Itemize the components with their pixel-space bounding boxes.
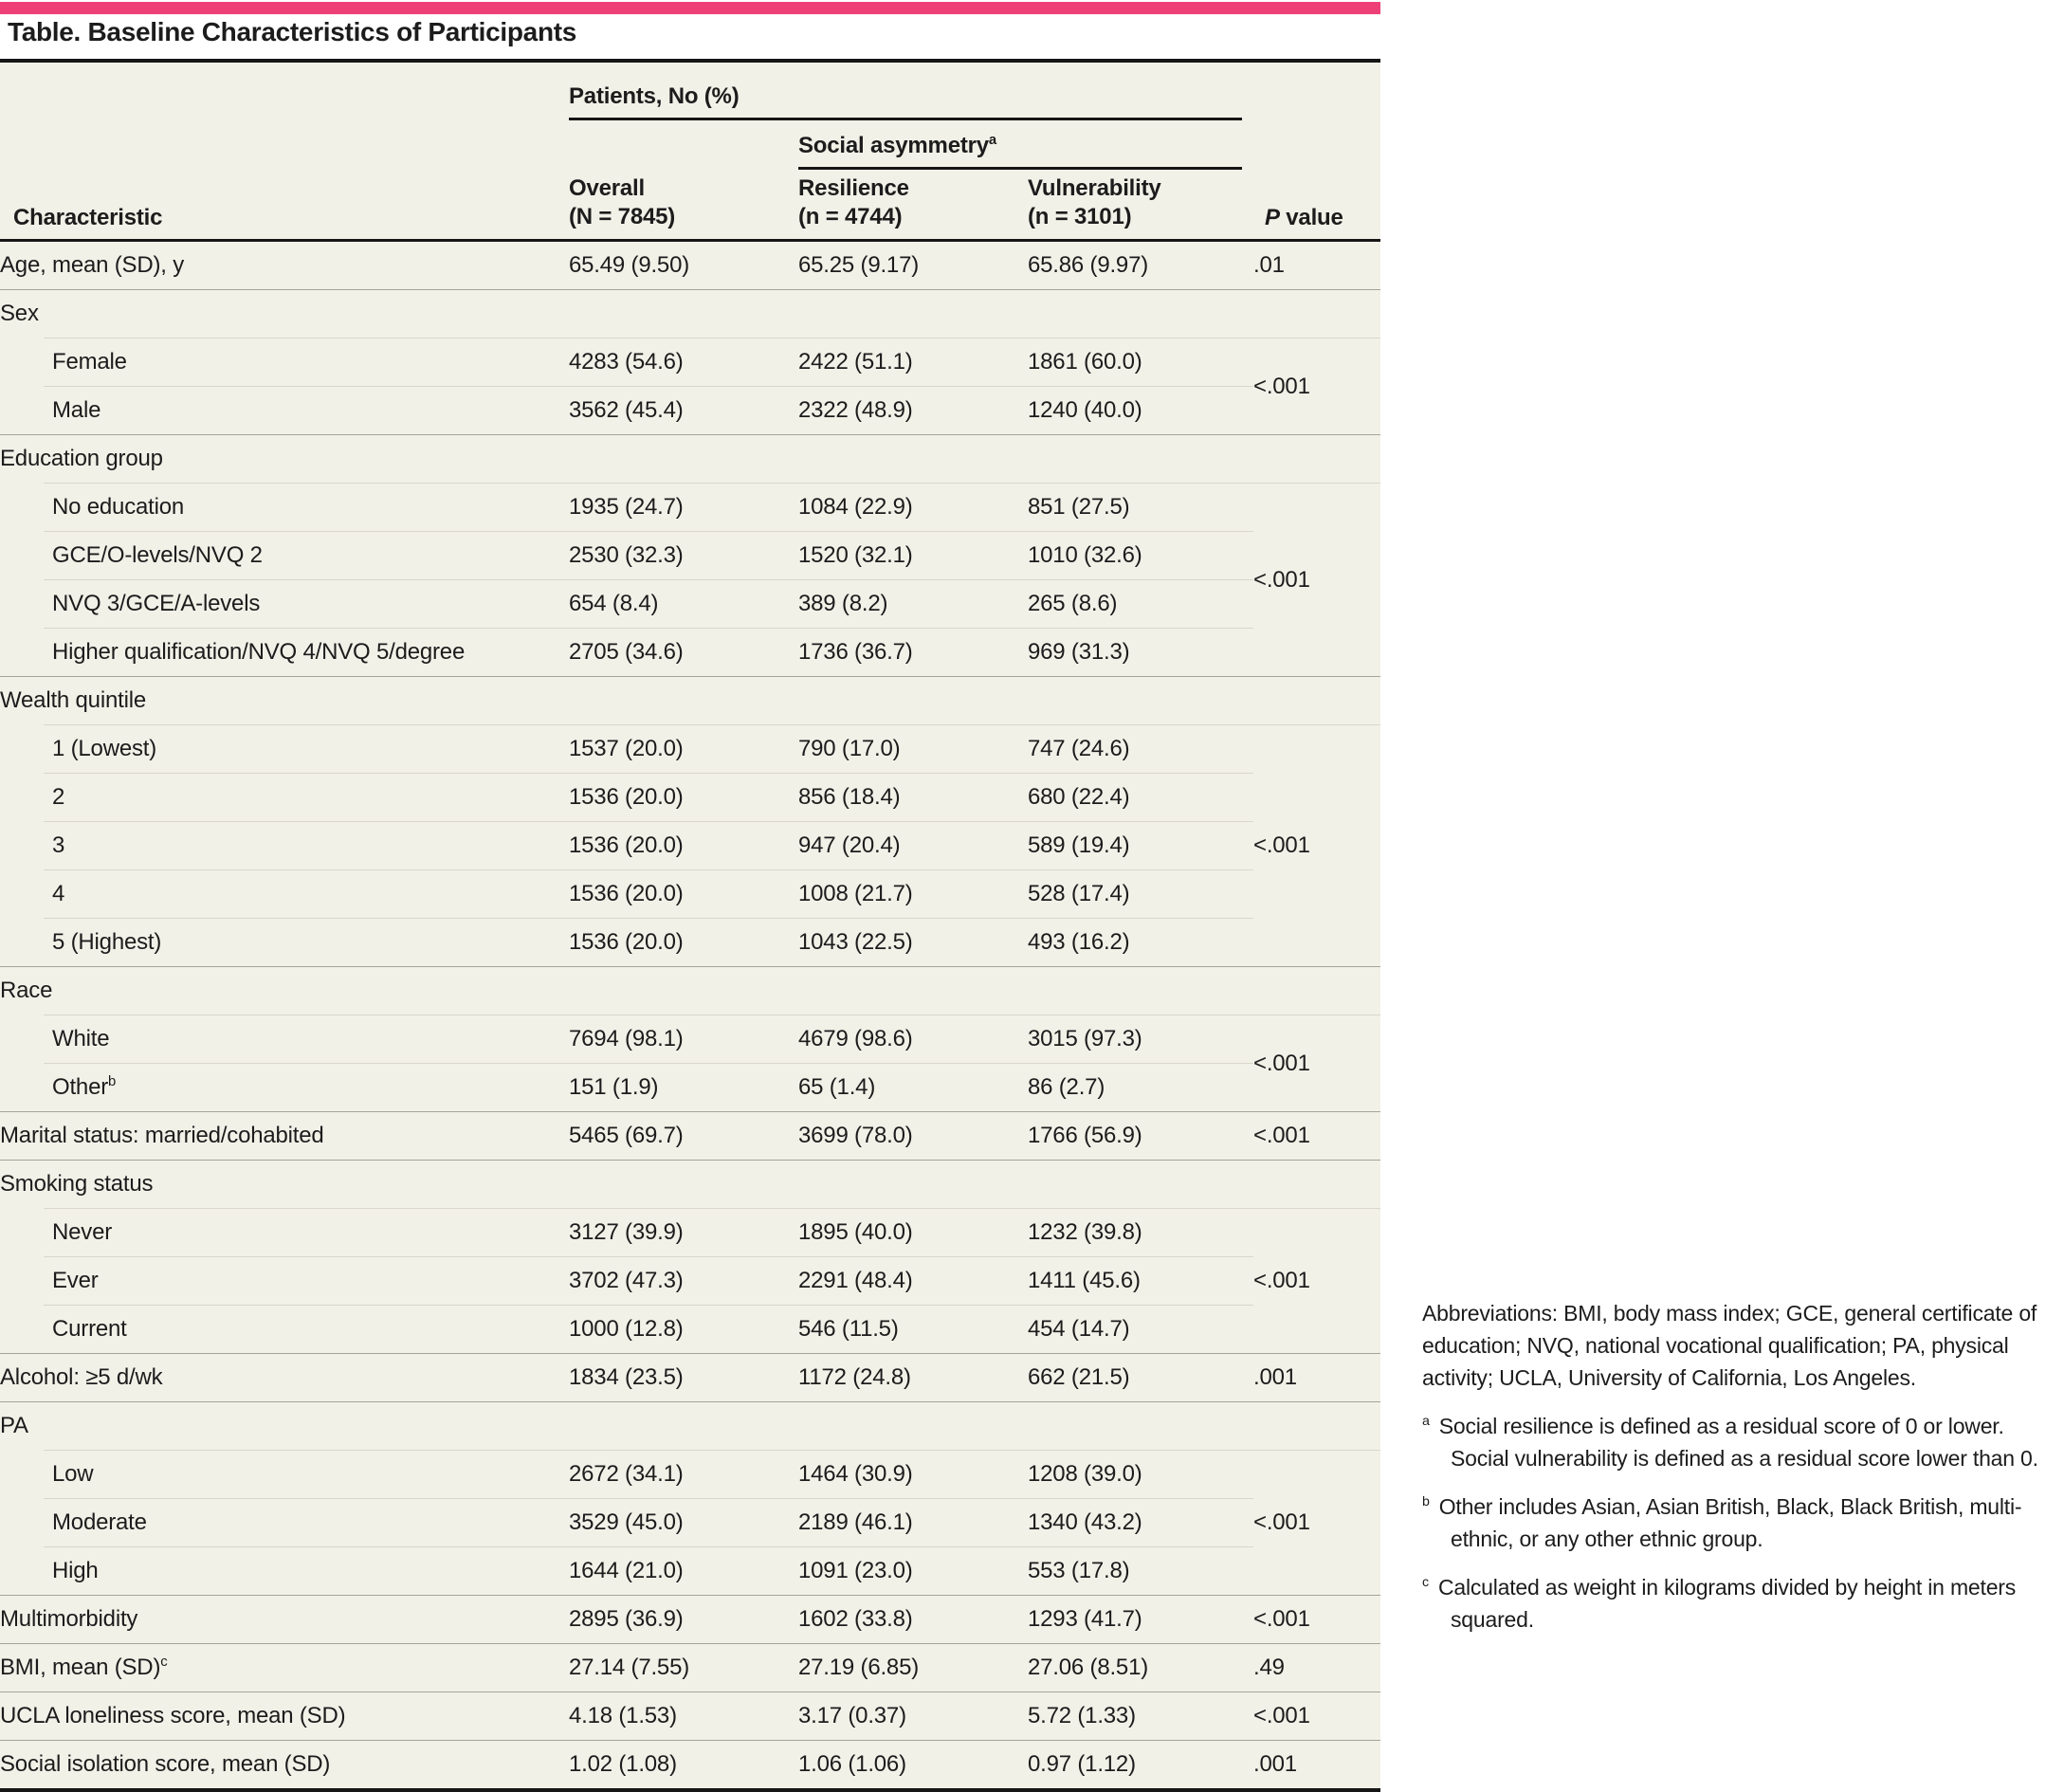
- p-value-cell: <.001: [1253, 1208, 1380, 1353]
- vulnerability-cell: 662 (21.5): [1028, 1353, 1253, 1401]
- resilience-cell: 1084 (22.9): [798, 483, 1028, 531]
- row-label: Smoking status: [0, 1160, 569, 1208]
- table-row: [0, 1111, 1380, 1160]
- table-title: Table. Baseline Characteristics of Participants: [8, 17, 577, 46]
- row-label: GCE/O-levels/NVQ 2: [0, 531, 569, 579]
- vulnerability-cell: 3015 (97.3): [1028, 1015, 1253, 1063]
- resilience-cell: [798, 434, 1028, 483]
- resilience-cell: [798, 676, 1028, 724]
- column-group-header-social-asymmetry: Social asymmetry$^a$: [798, 133, 996, 158]
- overall-cell: 4283 (54.6): [569, 338, 798, 386]
- table-row: [0, 1643, 1380, 1691]
- overall-cell: 1536 (20.0): [569, 869, 798, 918]
- footnote-c: $^c$ Calculated as weight in kilograms divided by height in meters squared.: [1422, 1575, 2017, 1632]
- p-value-cell: <.001: [1253, 338, 1380, 434]
- table-row: [0, 1546, 1380, 1595]
- table-row: [0, 966, 1380, 1015]
- row-label: Low: [0, 1450, 569, 1498]
- row-label: Current: [0, 1305, 569, 1353]
- p-value-cell: .001: [1253, 1740, 1380, 1788]
- column-header-characteristic: Characteristic: [13, 205, 163, 230]
- p-value-cell: <.001: [1253, 1450, 1380, 1595]
- vulnerability-cell: 65.86 (9.97): [1028, 252, 1149, 278]
- vulnerability-cell: 265 (8.6): [1028, 579, 1253, 628]
- resilience-cell: 2291 (48.4): [798, 1256, 1028, 1305]
- resilience-cell: 1091 (23.0): [798, 1546, 1028, 1595]
- overall-cell: 3702 (47.3): [569, 1256, 798, 1305]
- vulnerability-cell: 1411 (45.6): [1028, 1256, 1253, 1305]
- row-label: Wealth quintile: [0, 676, 569, 724]
- p-value-cell: .49: [1253, 1643, 1380, 1691]
- row-label: Education group: [0, 434, 569, 483]
- table-row: [0, 386, 1380, 434]
- resilience-cell: 856 (18.4): [798, 773, 1028, 821]
- overall-cell: 151 (1.9): [569, 1063, 798, 1111]
- vulnerability-cell: 86 (2.7): [1028, 1063, 1253, 1111]
- column-header-overall: Overall (N = 7845): [569, 175, 676, 229]
- vulnerability-cell: [1028, 1160, 1253, 1208]
- row-label: High: [0, 1546, 569, 1595]
- vulnerability-cell: 589 (19.4): [1028, 821, 1253, 869]
- table-row: [0, 724, 1380, 773]
- overall-cell: [569, 434, 798, 483]
- vulnerability-cell: 1293 (41.7): [1028, 1595, 1253, 1643]
- table-row: [0, 242, 1380, 289]
- column-header-p-value: P value: [1265, 205, 1343, 230]
- overall-cell: 5465 (69.7): [569, 1111, 798, 1160]
- overall-cell: [569, 289, 798, 338]
- resilience-cell: 1464 (30.9): [798, 1450, 1028, 1498]
- column-group-header-patients: Patients, No (%): [569, 83, 740, 109]
- overall-cell: 1935 (24.7): [569, 483, 798, 531]
- resilience-cell: 2189 (46.1): [798, 1498, 1028, 1546]
- vulnerability-cell: 1861 (60.0): [1028, 338, 1253, 386]
- overall-cell: 2895 (36.9): [569, 1595, 798, 1643]
- resilience-cell: 1602 (33.8): [798, 1595, 1028, 1643]
- overall-cell: 1.02 (1.08): [569, 1740, 798, 1788]
- overall-cell: 3562 (45.4): [569, 386, 798, 434]
- p-value-cell: <.001: [1253, 483, 1380, 676]
- row-label: Other$^b$: [0, 1063, 569, 1111]
- table-row: [0, 1015, 1380, 1063]
- table-row: [0, 289, 1380, 338]
- p-value-cell: [1253, 289, 1380, 338]
- vulnerability-cell: 454 (14.7): [1028, 1305, 1253, 1353]
- resilience-cell: 65.25 (9.17): [798, 252, 920, 278]
- resilience-cell: 4679 (98.6): [798, 1015, 1028, 1063]
- baseline-characteristics-table: [0, 59, 1380, 1792]
- p-value-cell: .001: [1253, 1353, 1380, 1401]
- resilience-cell: [798, 289, 1028, 338]
- vulnerability-cell: 553 (17.8): [1028, 1546, 1253, 1595]
- row-label: 4: [0, 869, 569, 918]
- column-header-resilience: Resilience (n = 4744): [798, 175, 909, 229]
- table-row: [0, 531, 1380, 579]
- table-row: [0, 1256, 1380, 1305]
- table-row: [0, 628, 1380, 676]
- table-row: [0, 1595, 1380, 1643]
- p-value-cell: <.001: [1253, 1015, 1380, 1111]
- table-row: [0, 1691, 1380, 1740]
- table-row: [0, 1208, 1380, 1256]
- row-label: 1 (Lowest): [0, 724, 569, 773]
- resilience-cell: [798, 1401, 1028, 1450]
- vulnerability-cell: 1240 (40.0): [1028, 386, 1253, 434]
- resilience-cell: 2422 (51.1): [798, 338, 1028, 386]
- overall-cell: 65.49 (9.50): [569, 252, 690, 278]
- row-label: 5 (Highest): [0, 918, 569, 966]
- vulnerability-cell: [1028, 966, 1253, 1015]
- row-label: PA: [0, 1401, 569, 1450]
- overall-cell: 1536 (20.0): [569, 821, 798, 869]
- table-row: [0, 338, 1380, 386]
- vulnerability-cell: 851 (27.5): [1028, 483, 1253, 531]
- resilience-cell: 1520 (32.1): [798, 531, 1028, 579]
- overall-cell: [569, 1401, 798, 1450]
- overall-cell: [569, 966, 798, 1015]
- vulnerability-cell: 1010 (32.6): [1028, 531, 1253, 579]
- vulnerability-cell: 747 (24.6): [1028, 724, 1253, 773]
- table-row: [0, 434, 1380, 483]
- table-row: [0, 1353, 1380, 1401]
- vulnerability-cell: [1028, 1401, 1253, 1450]
- row-label: Race: [0, 966, 569, 1015]
- table-row: [0, 773, 1380, 821]
- row-label: Age, mean (SD), y: [0, 252, 185, 278]
- overall-cell: 27.14 (7.55): [569, 1643, 798, 1691]
- row-label: Higher qualification/NVQ 4/NVQ 5/degree: [0, 628, 569, 676]
- row-label: Ever: [0, 1256, 569, 1305]
- table-header: [0, 63, 1380, 242]
- footnote-b: $^b$ Other includes Asian, Asian British, Black, Black British, multi-ethnic, or any other ethnic group.: [1422, 1494, 2022, 1551]
- overall-cell: 1000 (12.8): [569, 1305, 798, 1353]
- row-label: Male: [0, 386, 569, 434]
- overall-cell: 1536 (20.0): [569, 918, 798, 966]
- table-row: [0, 676, 1380, 724]
- resilience-cell: 1736 (36.7): [798, 628, 1028, 676]
- overall-cell: 3529 (45.0): [569, 1498, 798, 1546]
- vulnerability-cell: [1028, 676, 1253, 724]
- table-row: [0, 483, 1380, 531]
- table-row: [0, 869, 1380, 918]
- vulnerability-cell: 680 (22.4): [1028, 773, 1253, 821]
- table-body: [0, 242, 1380, 1788]
- row-label: Sex: [0, 289, 569, 338]
- row-label: Social isolation score, mean (SD): [0, 1740, 569, 1788]
- resilience-cell: [798, 1160, 1028, 1208]
- resilience-cell: 2322 (48.9): [798, 386, 1028, 434]
- resilience-cell: 1895 (40.0): [798, 1208, 1028, 1256]
- p-value-cell: [1253, 1160, 1380, 1208]
- header-rule-patients: [569, 118, 1242, 120]
- p-value-cell: [1253, 434, 1380, 483]
- row-label: White: [0, 1015, 569, 1063]
- p-value-cell: [1253, 966, 1380, 1015]
- table-row: [0, 821, 1380, 869]
- overall-cell: 2672 (34.1): [569, 1450, 798, 1498]
- abbreviations-note: Abbreviations: BMI, body mass index; GCE, general certificate of education; NVQ, national vocational qualification; PA, physical activity; UCLA, University of California, Los Angeles.: [1422, 1301, 2037, 1390]
- overall-cell: 7694 (98.1): [569, 1015, 798, 1063]
- vulnerability-cell: 0.97 (1.12): [1028, 1740, 1253, 1788]
- overall-cell: 3127 (39.9): [569, 1208, 798, 1256]
- table-row: [0, 1305, 1380, 1353]
- table-row: [0, 1450, 1380, 1498]
- p-value-cell: <.001: [1253, 724, 1380, 966]
- resilience-cell: 1043 (22.5): [798, 918, 1028, 966]
- table-row: [0, 1401, 1380, 1450]
- p-value-cell: [1253, 676, 1380, 724]
- vulnerability-cell: 1340 (43.2): [1028, 1498, 1253, 1546]
- table-row: [0, 1740, 1380, 1788]
- vulnerability-cell: 5.72 (1.33): [1028, 1691, 1253, 1740]
- row-label: No education: [0, 483, 569, 531]
- header-rule-social-asymmetry: [798, 167, 1242, 170]
- table-row: [0, 1498, 1380, 1546]
- table-row: [0, 1063, 1380, 1111]
- resilience-cell: 947 (20.4): [798, 821, 1028, 869]
- row-label: 3: [0, 821, 569, 869]
- resilience-cell: 1172 (24.8): [798, 1353, 1028, 1401]
- column-header-vulnerability: Vulnerability (n = 3101): [1028, 175, 1161, 229]
- row-label: Female: [0, 338, 569, 386]
- vulnerability-cell: 27.06 (8.51): [1028, 1643, 1253, 1691]
- overall-cell: 654 (8.4): [569, 579, 798, 628]
- row-label: Alcohol: ≥5 d/wk: [0, 1353, 569, 1401]
- row-label: NVQ 3/GCE/A-levels: [0, 579, 569, 628]
- row-label: Multimorbidity: [0, 1595, 569, 1643]
- p-value-cell: <.001: [1253, 1111, 1380, 1160]
- resilience-cell: 546 (11.5): [798, 1305, 1028, 1353]
- row-label: 2: [0, 773, 569, 821]
- resilience-cell: 389 (8.2): [798, 579, 1028, 628]
- p-value-cell: [1253, 1401, 1380, 1450]
- row-label: Moderate: [0, 1498, 569, 1546]
- overall-cell: 2705 (34.6): [569, 628, 798, 676]
- footnotes: [1422, 1297, 2046, 1652]
- overall-cell: [569, 676, 798, 724]
- table-row: [0, 918, 1380, 966]
- overall-cell: [569, 1160, 798, 1208]
- resilience-cell: 27.19 (6.85): [798, 1643, 1028, 1691]
- overall-cell: 2530 (32.3): [569, 531, 798, 579]
- vulnerability-cell: [1028, 289, 1253, 338]
- vulnerability-cell: 1766 (56.9): [1028, 1111, 1253, 1160]
- p-value-cell: <.001: [1253, 1691, 1380, 1740]
- resilience-cell: 3.17 (0.37): [798, 1691, 1028, 1740]
- vulnerability-cell: 493 (16.2): [1028, 918, 1253, 966]
- resilience-cell: 1.06 (1.06): [798, 1740, 1028, 1788]
- overall-cell: 1834 (23.5): [569, 1353, 798, 1401]
- row-label: Never: [0, 1208, 569, 1256]
- row-label: Marital status: married/cohabited: [0, 1111, 569, 1160]
- vulnerability-cell: 1232 (39.8): [1028, 1208, 1253, 1256]
- resilience-cell: 65 (1.4): [798, 1063, 1028, 1111]
- overall-cell: 1536 (20.0): [569, 773, 798, 821]
- overall-cell: 4.18 (1.53): [569, 1691, 798, 1740]
- table-row: [0, 1160, 1380, 1208]
- resilience-cell: 1008 (21.7): [798, 869, 1028, 918]
- row-label: BMI, mean (SD)$^c$: [0, 1643, 569, 1691]
- accent-bar: [0, 2, 1380, 14]
- footnote-a: $^a$ Social resilience is defined as a residual score of 0 or lower. Social vulnerability is defined as a residual score lower than 0.: [1422, 1414, 2038, 1471]
- resilience-cell: 790 (17.0): [798, 724, 1028, 773]
- vulnerability-cell: 528 (17.4): [1028, 869, 1253, 918]
- row-label: UCLA loneliness score, mean (SD): [0, 1691, 569, 1740]
- table-row: [0, 579, 1380, 628]
- overall-cell: 1537 (20.0): [569, 724, 798, 773]
- vulnerability-cell: [1028, 434, 1253, 483]
- resilience-cell: [798, 966, 1028, 1015]
- resilience-cell: 3699 (78.0): [798, 1111, 1028, 1160]
- overall-cell: 1644 (21.0): [569, 1546, 798, 1595]
- p-value-cell: .01: [1253, 252, 1285, 278]
- vulnerability-cell: 969 (31.3): [1028, 628, 1253, 676]
- p-value-cell: <.001: [1253, 1595, 1380, 1643]
- vulnerability-cell: 1208 (39.0): [1028, 1450, 1253, 1498]
